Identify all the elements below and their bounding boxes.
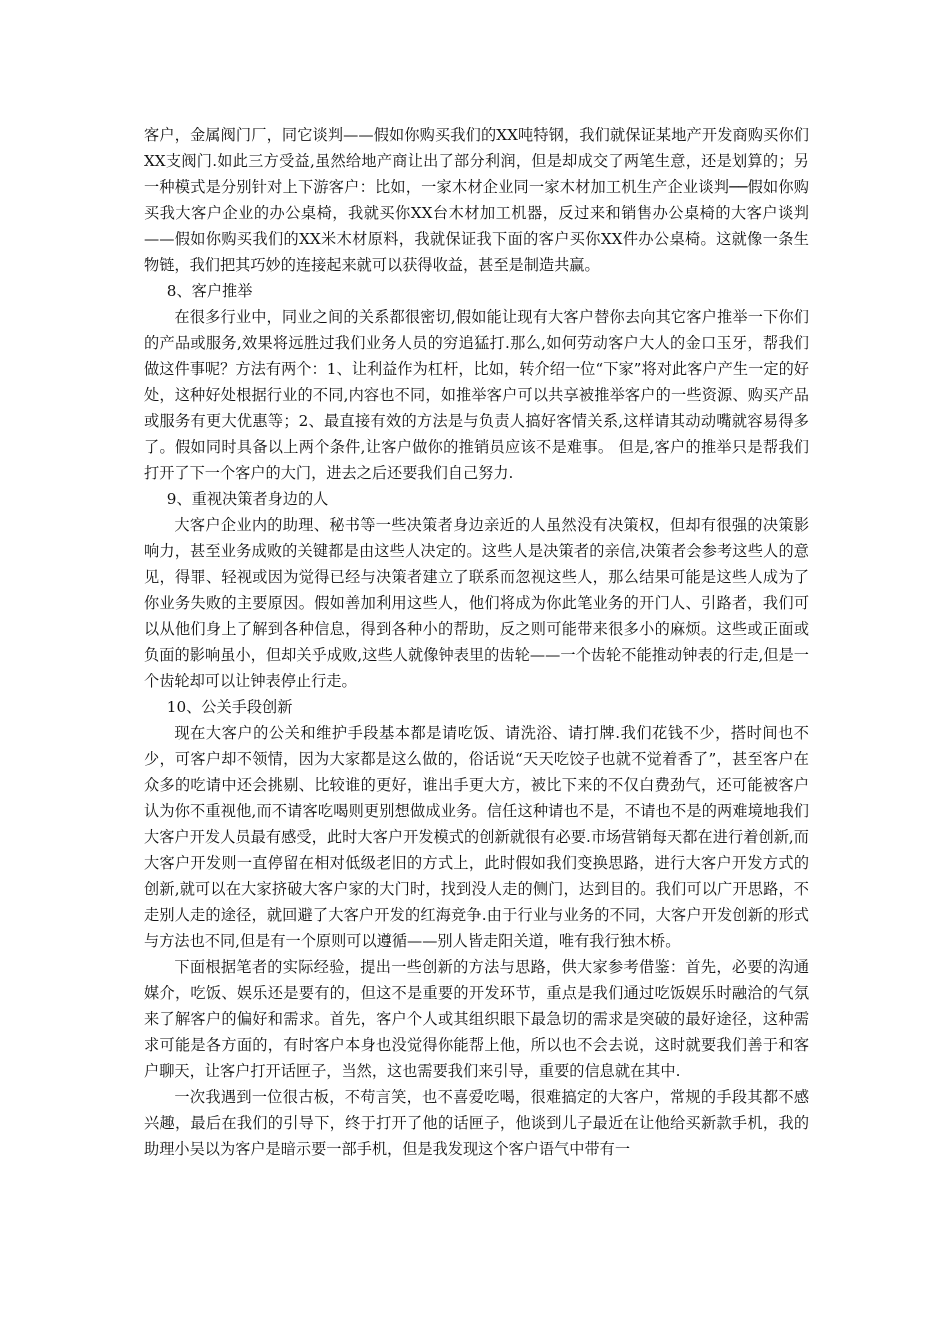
paragraph-author-experience: 下面根据笔者的实际经验，提出一些创新的方法与思路，供大家参考借鉴：首先，必要的沟通媒介，吃饭、娱乐还是要有的，但这不是重要的开发环节，重点是我们通过吃饭娱乐时融洽的气氛来了解客户的偏好和需求。首先，客户个人或其组织眼下最急切的需求是突破的最好途径，这种需求可能是各方面的，有时客户本身也没觉得你能帮上他，所以也不会去说，这时就要我们善于和客户聊天，让客户打开话匣子，当然，这也需要我们来引导，重要的信息就在其中. bbox=[144, 958, 809, 1080]
section-heading-8: 8、客户推举 bbox=[166, 282, 253, 300]
section-heading-10: 10、公关手段创新 bbox=[166, 698, 293, 716]
paragraph-pr-innovation: 现在大客户的公关和维护手段基本都是请吃饭、请洗浴、请打牌.我们花钱不少，搭时间也不少，可客户却不领情，因为大家都是这么做的，俗话说“天天吃饺子也就不觉着香了”，甚至客户在众多的吃请中还会挑剔、比较谁的更好，谁出手更大方，被比下来的不仅白费劲气，还可能被客户认为你不重视他,而不请客吃喝则更别想做成业务。信任这种请也不是，不请也不是的两难境地我们大客户开发人员最有感受，此时大客户开发模式的创新就很有必要.市场营销每天都在进行着创新,而大客户开发则一直停留在相对低级老旧的方式上，此时假如我们变换思路，进行大客户开发方式的创新,就可以在大家挤破大客户家的大门时，找到没人走的侧门，达到目的。我们可以广开思路，不走别人走的途径，就回避了大客户开发的红海竞争.由于行业与业务的不同，大客户开发创新的形式与方法也不同,但是有一个原则可以遵循——别人皆走阳关道，唯有我行独木桥。 bbox=[144, 724, 809, 950]
paragraph-customer-referral: 在很多行业中，同业之间的关系都很密切,假如能让现有大客户替你去向其它客户推举一下你们的产品或服务,效果将远胜过我们业务人员的穷追猛打.那么,如何劳动客户大人的金口玉牙，帮我们做这件事呢？方法有两个：1、让利益作为杠杆，比如，转介绍一位“下家”将对此客户产生一定的好处，这种好处根据行业的不同,内容也不同，如推举客户可以共享被推举客户的一些资源、购买产品或服务有更大优惠等；2、最直接有效的方法是与负责人搞好客情关系,这样请其动动嘴就容易得多了。假如同时具备以上两个条件,让客户做你的推销员应该不是难事。 但是,客户的推举只是帮我们打开了下一个客户的大门，进去之后还要我们自己努力. bbox=[144, 308, 809, 482]
paragraph-decision-maker-circle: 大客户企业内的助理、秘书等一些决策者身边亲近的人虽然没有决策权，但却有很强的决策影响力，甚至业务成败的关键都是由这些人决定的。这些人是决策者的亲信,决策者会参考这些人的意见，得罪、轻视或因为觉得已经与决策者建立了联系而忽视这些人，那么结果可能是这些人成为了你业务失败的主要原因。假如善加利用这些人，他们将成为你此笔业务的开门人、引路者，我们可以从他们身上了解到各种信息，得到各种小的帮助，反之则可能带来很多小的麻烦。这些或正面或负面的影响虽小，但却关乎成败,这些人就像钟表里的齿轮——一个齿轮不能推动钟表的行走,但是一个齿轮却可以让钟表停止行走。 bbox=[144, 516, 809, 690]
paragraph-client-story: 一次我遇到一位很古板，不苟言笑，也不喜爱吃喝，很难搞定的大客户，常规的手段其都不感兴趣，最后在我们的引导下，终于打开了他的话匣子，他谈到儿子最近在让他给买新款手机，我的助理小吴以为客户是暗示要一部手机，但是我发现这个客户语气中带有一 bbox=[144, 1088, 809, 1158]
section-heading-9: 9、重视决策者身边的人 bbox=[166, 490, 329, 508]
paragraph-supply-chain: 客户，金属阀门厂，同它谈判——假如你购买我们的XX吨特钢，我们就保证某地产开发商购买你们XX支阀门.如此三方受益,虽然给地产商让出了部分利润，但是却成交了两笔生意，还是划算的；另一种模式是分别针对上下游客户：比如，一家木材企业同一家木材加工机生产企业谈判──假如你购买我大客户企业的办公桌椅，我就买你XX台木材加工机器，反过来和销售办公桌椅的大客户谈判——假如你购买我们的XX米木材原料，我就保证我下面的客户买你XX件办公桌椅。这就像一条生物链，我们把其巧妙的连接起来就可以获得收益，甚至是制造共赢。 bbox=[144, 126, 809, 274]
document-page bbox=[144, 122, 809, 1162]
